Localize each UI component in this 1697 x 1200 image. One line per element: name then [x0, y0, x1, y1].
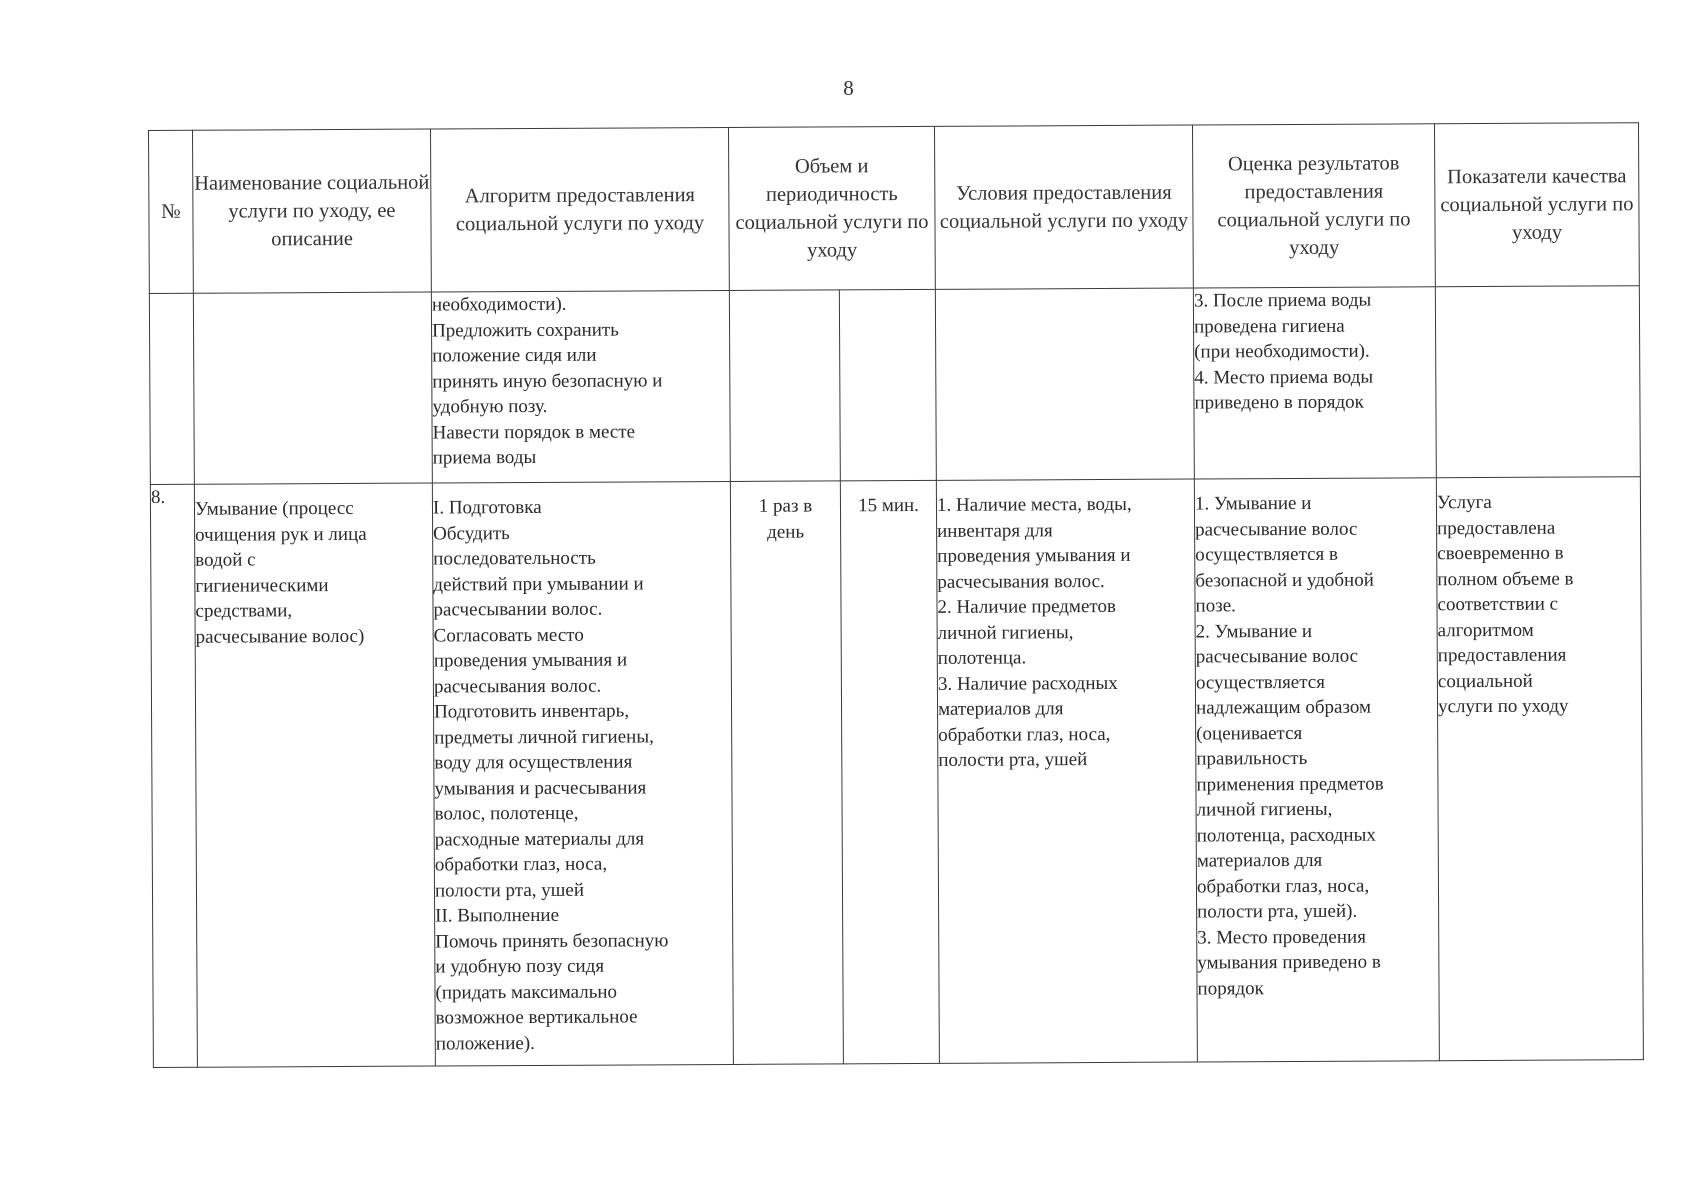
row-8-algorithm-line: Согласовать место	[433, 624, 584, 647]
continuation-algorithm-line: положение сидя или	[432, 344, 597, 367]
row-8-volume: 15 мин.	[857, 494, 919, 517]
row-8-num: 8.	[150, 484, 197, 1067]
row-8-algorithm-line: II. Выполнение	[435, 904, 560, 927]
page-number: 8	[843, 76, 854, 100]
row-8-quality-line: услуги по уходу	[1437, 695, 1569, 718]
row-8-name-line: водой с	[195, 549, 256, 571]
header-row	[149, 123, 1640, 294]
continuation-evaluation-line: приведено в порядок	[1194, 391, 1364, 414]
services-table	[148, 122, 1644, 1068]
row-8-evaluation-line: умывания приведено в	[1197, 951, 1381, 974]
row-8-algorithm-line: полости рта, ушей	[434, 879, 585, 902]
row-8-name-cell	[194, 483, 435, 1067]
row-8-quality-line: предоставлена	[1437, 517, 1556, 539]
row-8-quality-line: полном объеме в	[1437, 568, 1574, 590]
row-8-algorithm-line: возможное вертикальное	[435, 1006, 638, 1029]
continuation-algorithm-line: удобную позу.	[432, 395, 548, 418]
row-8-algorithm-line: действий при умывании и	[433, 572, 644, 596]
continuation-conditions-cell	[935, 288, 1194, 480]
row-8-evaluation-line: обработки глаз, носа,	[1196, 875, 1370, 898]
row-8-algorithm-line: и удобную позу сидя	[435, 955, 605, 978]
row-8-quality-line: своевременно в	[1437, 542, 1564, 565]
row-8-name-line: гигиеническими	[195, 574, 329, 597]
continuation-row	[149, 286, 1640, 485]
row-8-evaluation-line: расчесывание волос	[1195, 645, 1359, 668]
row-8-evaluation-line: безопасной и удобной	[1195, 569, 1374, 592]
row-8-evaluation-line: 1. Умывание и	[1194, 492, 1312, 515]
continuation-algorithm-line: Навести порядок в месте	[432, 420, 636, 444]
header-quality: Показатели качества социальной услуги по уходу	[1434, 123, 1639, 287]
row-8-conditions-line: обработки глаз, носа,	[938, 723, 1111, 746]
continuation-quality-cell	[1435, 286, 1640, 478]
continuation-volume-cell	[839, 289, 936, 481]
row-8-evaluation-line: 2. Умывание и	[1195, 620, 1313, 643]
row-8-algorithm-line: обработки глаз, носа,	[434, 853, 608, 876]
header-evaluation: Оценка результатов предоставления социальной услуги по уходу	[1192, 124, 1435, 288]
continuation-evaluation-line: 3. После приема воды	[1193, 289, 1372, 312]
continuation-evaluation-cell	[1193, 287, 1436, 479]
row-8-evaluation-line: применения предметов	[1196, 773, 1384, 796]
row-8-algorithm-line: расчесывания волос.	[433, 675, 602, 698]
header-conditions: Условия предоставления социальной услуги по уходу	[934, 125, 1193, 289]
row-8-conditions-line: 1. Наличие места, воды,	[936, 493, 1132, 516]
row-8-name-line: средствами,	[195, 600, 293, 622]
row-8-conditions-line: инвентаря для	[937, 519, 1053, 542]
row-8-evaluation-line: надлежащим образом	[1195, 696, 1372, 719]
row-8-algorithm-line: Подготовить инвентарь,	[433, 700, 630, 723]
row-8-algorithm-line: Обсудить	[433, 522, 510, 545]
row-8-algorithm-line: I. Подготовка	[432, 496, 542, 519]
continuation-algorithm-line: Предложить сохранить	[431, 319, 619, 342]
row-8	[150, 477, 1643, 1068]
row-8-evaluation-line: 3. Место проведения	[1197, 926, 1366, 949]
row-8-frequency-cell	[730, 481, 843, 1065]
row-8-evaluation-line: материалов для	[1196, 849, 1323, 872]
row-8-evaluation-line: позе.	[1195, 595, 1236, 617]
continuation-algorithm-line: принять иную безопасную и	[432, 369, 663, 393]
row-8-evaluation-cell	[1194, 478, 1439, 1062]
row-8-algorithm-line: Помочь принять безопасную	[435, 929, 669, 953]
row-8-conditions-line: личной гигиены,	[937, 621, 1074, 644]
continuation-evaluation-line: (при необходимости).	[1194, 340, 1370, 363]
continuation-algorithm-line: приема воды	[432, 446, 537, 469]
continuation-evaluation-line: 4. Место приема воды	[1194, 366, 1374, 389]
row-8-frequency-line: 1 раз в	[758, 495, 813, 517]
continuation-algorithm-line: необходимости).	[431, 293, 567, 316]
row-8-evaluation-line: порядок	[1197, 977, 1264, 1000]
row-8-algorithm-line: последовательность	[433, 547, 596, 570]
row-8-algorithm-line: волос, полотенце,	[434, 802, 579, 825]
row-8-quality-line: предоставления	[1437, 644, 1567, 667]
row-8-evaluation-line: полотенца, расходных	[1196, 824, 1376, 847]
row-8-conditions-line: материалов для	[937, 698, 1064, 720]
row-8-name-line: Умывание (процесс	[194, 497, 354, 520]
continuation-algorithm-cell	[431, 290, 730, 483]
row-8-algorithm-line: умывания и расчесывания	[434, 776, 647, 800]
row-8-quality-line: социальной	[1437, 670, 1533, 692]
row-8-evaluation-line: осуществляется	[1195, 671, 1325, 694]
row-8-conditions-line: 2. Наличие предметов	[937, 595, 1116, 618]
continuation-num-cell	[149, 293, 194, 484]
row-8-algorithm-line: расходные материалы для	[434, 827, 645, 851]
row-8-conditions-line: 3. Наличие расходных	[937, 672, 1118, 695]
row-8-quality-line: соответствии с	[1437, 593, 1559, 616]
header-num: №	[149, 130, 194, 293]
row-8-evaluation-line: (оценивается	[1196, 722, 1303, 745]
row-8-quality-line: алгоритмом	[1437, 619, 1534, 641]
row-8-algorithm-line: предметы личной гигиены,	[434, 725, 654, 749]
row-8-quality-line: Услуга	[1436, 491, 1492, 514]
row-8-conditions-line: проведения умывания и	[937, 544, 1131, 567]
row-8-evaluation-line: полости рта, ушей).	[1197, 900, 1358, 923]
row-8-name-line: расчесывание волос)	[195, 625, 365, 648]
row-8-conditions-cell	[936, 479, 1197, 1063]
continuation-frequency-cell	[729, 290, 840, 482]
row-8-evaluation-line: личной гигиены,	[1196, 798, 1333, 821]
row-8-frequency-line: день	[767, 521, 805, 543]
row-8-conditions-line: полости рта, ушей	[938, 749, 1088, 771]
row-8-algorithm-line: расчесывании волос.	[433, 598, 603, 621]
row-8-conditions-line: расчесывания волос.	[937, 570, 1105, 593]
header-name: Наименование социальной услуги по уходу, ее описание	[193, 129, 432, 293]
header-algorithm: Алгоритм предоставления социальной услуги по уходу	[430, 127, 729, 292]
row-8-evaluation-line: осуществляется в	[1195, 543, 1339, 566]
row-8-evaluation-line: правильность	[1196, 747, 1308, 770]
row-8-conditions-line: полотенца.	[937, 647, 1027, 669]
continuation-evaluation-line: проведена гигиена	[1193, 315, 1345, 338]
row-8-name-line: очищения рук и лица	[195, 523, 367, 546]
row-8-evaluation-line: расчесывание волос	[1195, 518, 1358, 541]
row-8-algorithm-line: положение).	[435, 1032, 535, 1055]
row-8-algorithm-line: (придать максимально	[435, 981, 618, 1004]
header-volume: Объем и периодичность социальной услуги по уходу	[728, 126, 935, 290]
row-8-quality-cell	[1436, 477, 1643, 1061]
row-8-volume-cell	[840, 480, 939, 1063]
row-8-algorithm-line: проведения умывания и	[433, 649, 628, 672]
row-8-algorithm-cell	[432, 481, 733, 1066]
row-8-algorithm-line: воду для осуществления	[434, 751, 633, 774]
continuation-name-cell	[193, 292, 432, 484]
